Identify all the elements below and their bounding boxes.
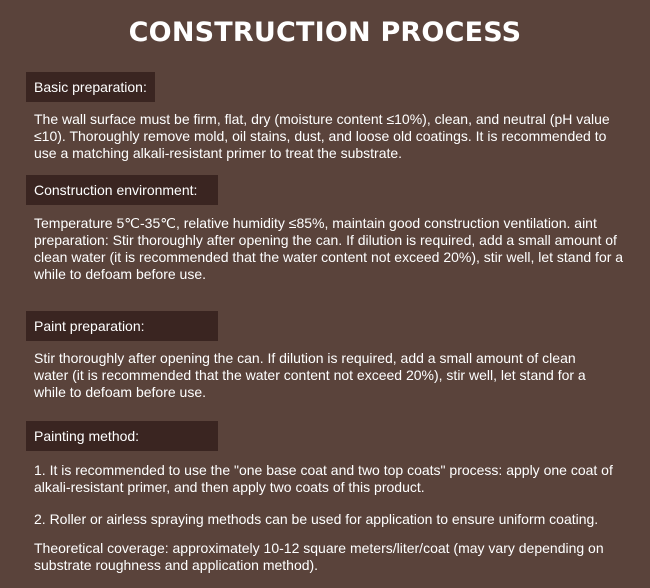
section-text-paint-preparation: Stir thoroughly after opening the can. If dilution is required, add a small amount of clean water (it is recommended that the water content not exceed 20%), stir well, let stand for a while to defoam before use. — [34, 350, 586, 400]
section-text-basic-preparation: The wall surface must be firm, flat, dry (moisture content ≤10%), clean, and neutral (pH value ≤10). Thoroughly remove mold, oil stains, dust, and loose old coatings. It is recommended to use a matching alkali-resistant primer to treat the substrate. — [34, 111, 610, 161]
section-heading-paint-preparation: Paint preparation: — [26, 311, 218, 341]
section-text-painting-method-step-2: 2. Roller or airless spraying methods can be used for application to ensure uniform coating. — [34, 511, 599, 527]
section-heading-basic-preparation: Basic preparation: — [26, 72, 155, 102]
section-heading-painting-method: Painting method: — [26, 421, 218, 451]
section-text-construction-environment: Temperature 5℃-35℃, relative humidity ≤85%, maintain good construction ventilation. aint preparation: Stir thoroughly after opening the can. If dilution is required, add a small amount of clean water (it is recommended that the water content not exceed 20%), stir well, let stand for a while to defoam before use. — [34, 215, 624, 282]
section-text-theoretical-coverage: Theoretical coverage: approximately 10-12 square meters/liter/coat (may vary depending on substrate roughness and application method). — [34, 540, 604, 573]
section-heading-construction-environment: Construction environment: — [26, 175, 218, 205]
section-text-painting-method-step-1: 1. It is recommended to use the "one base coat and two top coats" process: apply one coat of alkali-resistant primer, and then apply two coats of this product. — [34, 462, 613, 495]
page-title: CONSTRUCTION PROCESS — [128, 17, 522, 48]
